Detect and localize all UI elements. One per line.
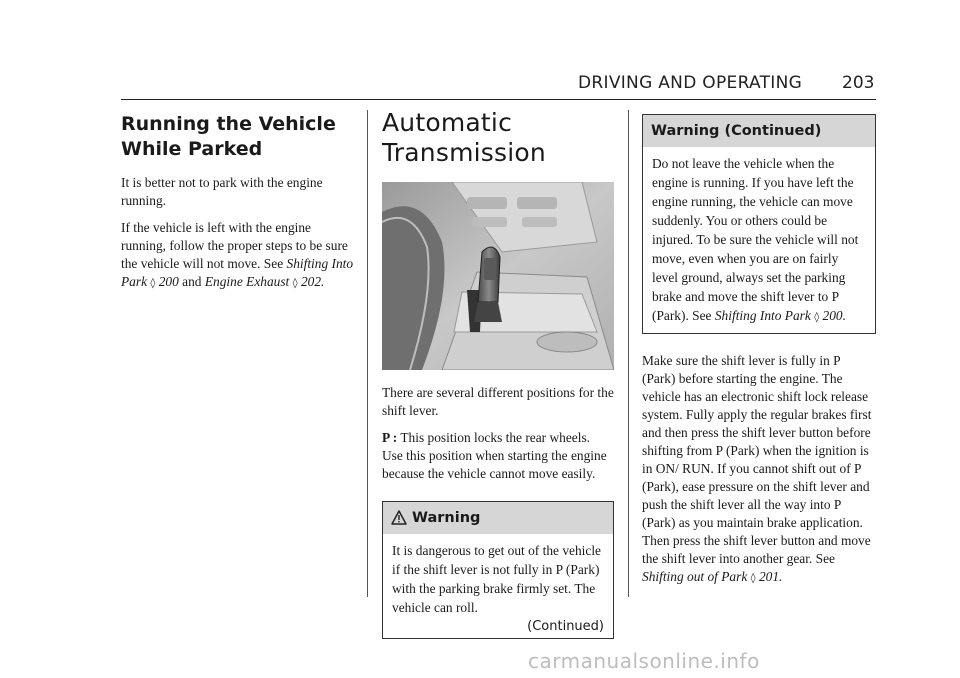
paragraph: It is better not to park with the engine running.	[121, 175, 323, 208]
warning-text: It is dangerous to get out of the vehicle if the shift lever is not fully in P (Park) with the parking brake firmly set. The vehicle can roll.	[392, 543, 601, 615]
warning-text-body: Do not leave the vehicle when the engine is running. If you have left the engine running, the vehicle can move suddenly. You or others could be injured. To be sure the vehicle will not move, even when you are on fairly level ground, always set the parking brake and move the shift lever to P (Park). See	[652, 156, 859, 323]
warning-title: Warning (Continued)	[651, 123, 822, 139]
column-2	[382, 108, 614, 639]
cross-reference-link[interactable]: Shifting Into Park	[121, 256, 354, 289]
cross-reference-link[interactable]: Engine Exhaust	[204, 274, 290, 289]
paragraph-text: This position locks the rear wheels. Use this position when starting the engine because the vehicle cannot move easily.	[382, 430, 607, 481]
section-heading: Automatic Transmission	[382, 108, 546, 167]
cross-reference-link[interactable]: Shifting Into Park	[714, 308, 811, 323]
watermark: carmanualsonline.info	[528, 649, 760, 673]
shift-lever-illustration	[382, 182, 614, 370]
cross-reference-page[interactable]: 200.	[822, 308, 846, 323]
warning-box	[642, 114, 876, 334]
warning-body	[643, 147, 875, 333]
page-ref-icon: ◊	[292, 278, 298, 289]
cross-reference-page[interactable]: 201.	[758, 569, 783, 584]
warning-title: Warning	[412, 510, 481, 526]
page-ref-icon: ◊	[814, 312, 820, 323]
column-divider	[628, 110, 629, 597]
paragraph: There are several different positions for the shift lever.	[382, 385, 614, 418]
warning-box	[382, 501, 614, 639]
section-heading: Running the Vehicle While Parked	[121, 113, 336, 160]
section-title: DRIVING AND OPERATING	[578, 73, 803, 93]
page-ref-icon: ◊	[150, 278, 156, 289]
position-label: P :	[382, 430, 398, 445]
page-number: 203	[842, 73, 875, 93]
paragraph-text: Make sure the shift lever is fully in P (Park) before starting the engine. The vehicle has an electronic shift lock release system. Fully apply the regular brakes first and then press the shift lever button before shifting from P (Park) when the ignition is in ON/ RUN. If you cannot shift out of P (Park), ease pressure on the shift lever and push the shift lever all the way into P (Park) as you maintain brake application. Then press the shift lever button and move the shift lever into another gear. See	[642, 353, 872, 566]
page-ref-icon: ◊	[750, 573, 756, 584]
header-rule	[121, 99, 876, 100]
column-1	[121, 108, 357, 302]
cross-reference-page[interactable]: 202.	[300, 274, 325, 289]
warning-icon	[391, 510, 407, 526]
warning-header	[383, 502, 613, 534]
cross-reference-page[interactable]: 200	[158, 274, 179, 289]
paragraph-text: If the vehicle is left with the engine running, follow the proper steps to be sure the vehicle will not move. See	[121, 220, 348, 271]
paragraph	[382, 429, 614, 483]
continued-label: (Continued)	[527, 619, 604, 634]
paragraph	[642, 352, 876, 588]
paragraph	[121, 219, 357, 293]
paragraph-text: and	[182, 274, 202, 289]
column-divider	[367, 110, 368, 597]
cross-reference-link[interactable]: Shifting out of Park	[642, 569, 748, 584]
column-3	[642, 108, 876, 597]
warning-text	[652, 154, 866, 327]
warning-header	[643, 115, 875, 147]
warning-body	[383, 534, 613, 638]
